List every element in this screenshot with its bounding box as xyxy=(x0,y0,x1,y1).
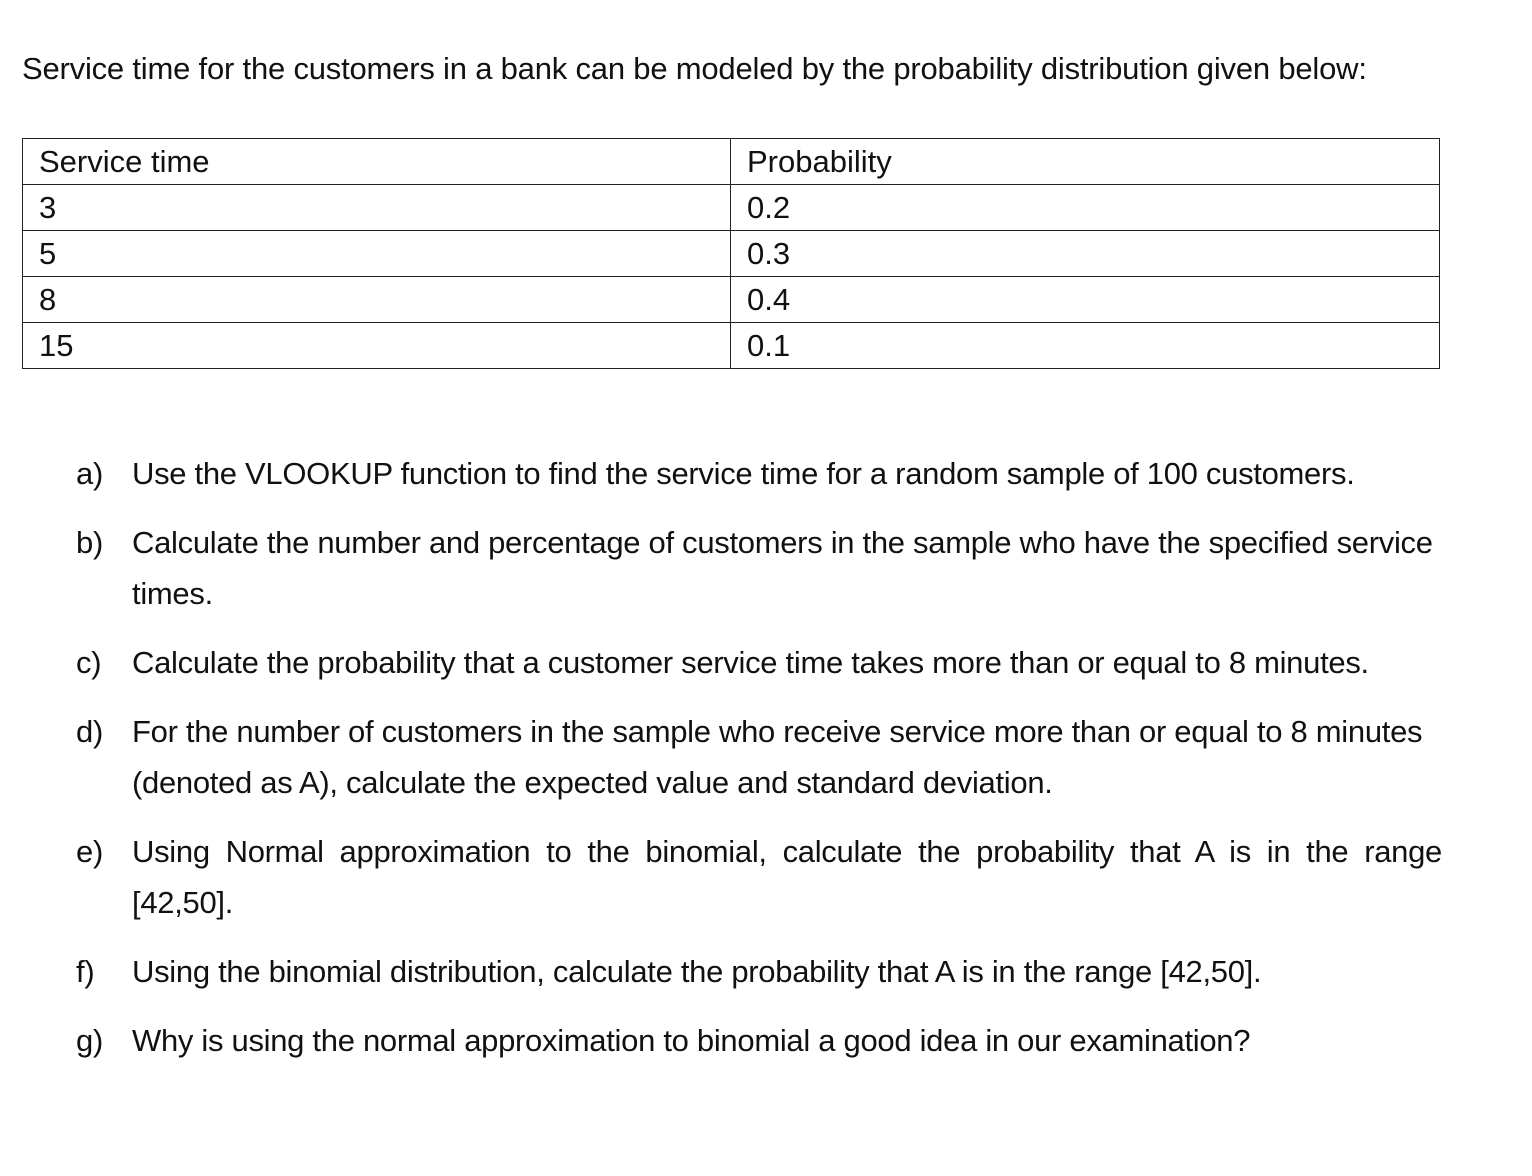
probability-cell: 0.2 xyxy=(731,185,1440,231)
question-list xyxy=(76,448,1442,1084)
intro-paragraph: Service time for the customers in a bank can be modeled by the probability distribution given below: xyxy=(22,51,1367,86)
probability-cell: 0.3 xyxy=(731,231,1440,277)
question-marker: a) xyxy=(76,456,103,491)
question-text: Using the binomial distribution, calculate the probability that A is in the range [42,50]. xyxy=(132,954,1262,989)
probability-cell: 0.1 xyxy=(731,323,1440,369)
question-item-g xyxy=(76,1015,1442,1066)
service-time-cell: 5 xyxy=(23,231,731,277)
header-service-time: Service time xyxy=(23,139,731,185)
header-probability: Probability xyxy=(731,139,1440,185)
question-item-b xyxy=(76,517,1442,619)
question-text: Why is using the normal approximation to binomial a good idea in our examination? xyxy=(132,1023,1251,1058)
table-header-row xyxy=(23,139,1440,185)
probability-distribution-table xyxy=(22,138,1440,369)
table-row xyxy=(23,185,1440,231)
question-marker: f) xyxy=(76,954,95,989)
service-time-cell: 8 xyxy=(23,277,731,323)
question-marker: d) xyxy=(76,714,103,749)
service-time-cell: 3 xyxy=(23,185,731,231)
question-item-a xyxy=(76,448,1442,499)
question-marker: c) xyxy=(76,645,102,680)
probability-cell: 0.4 xyxy=(731,277,1440,323)
question-item-e xyxy=(76,826,1442,928)
question-text: Calculate the probability that a customer service time takes more than or equal to 8 minutes. xyxy=(132,645,1369,680)
question-item-d xyxy=(76,706,1442,808)
question-item-c xyxy=(76,637,1442,688)
question-text: For the number of customers in the sample who receive service more than or equal to 8 minutes (denoted as A), calculate the expected value and standard deviation. xyxy=(132,714,1423,800)
question-item-f xyxy=(76,946,1442,997)
table-row xyxy=(23,231,1440,277)
table-row xyxy=(23,277,1440,323)
question-marker: b) xyxy=(76,525,103,560)
question-marker: g) xyxy=(76,1023,103,1058)
question-text: Using Normal approximation to the binomial, calculate the probability that A is in the range [42,50]. xyxy=(132,834,1442,920)
table-row xyxy=(23,323,1440,369)
question-text: Use the VLOOKUP function to find the service time for a random sample of 100 customers. xyxy=(132,456,1355,491)
question-marker: e) xyxy=(76,834,103,869)
question-text: Calculate the number and percentage of customers in the sample who have the specified service times. xyxy=(132,525,1433,611)
service-time-cell: 15 xyxy=(23,323,731,369)
